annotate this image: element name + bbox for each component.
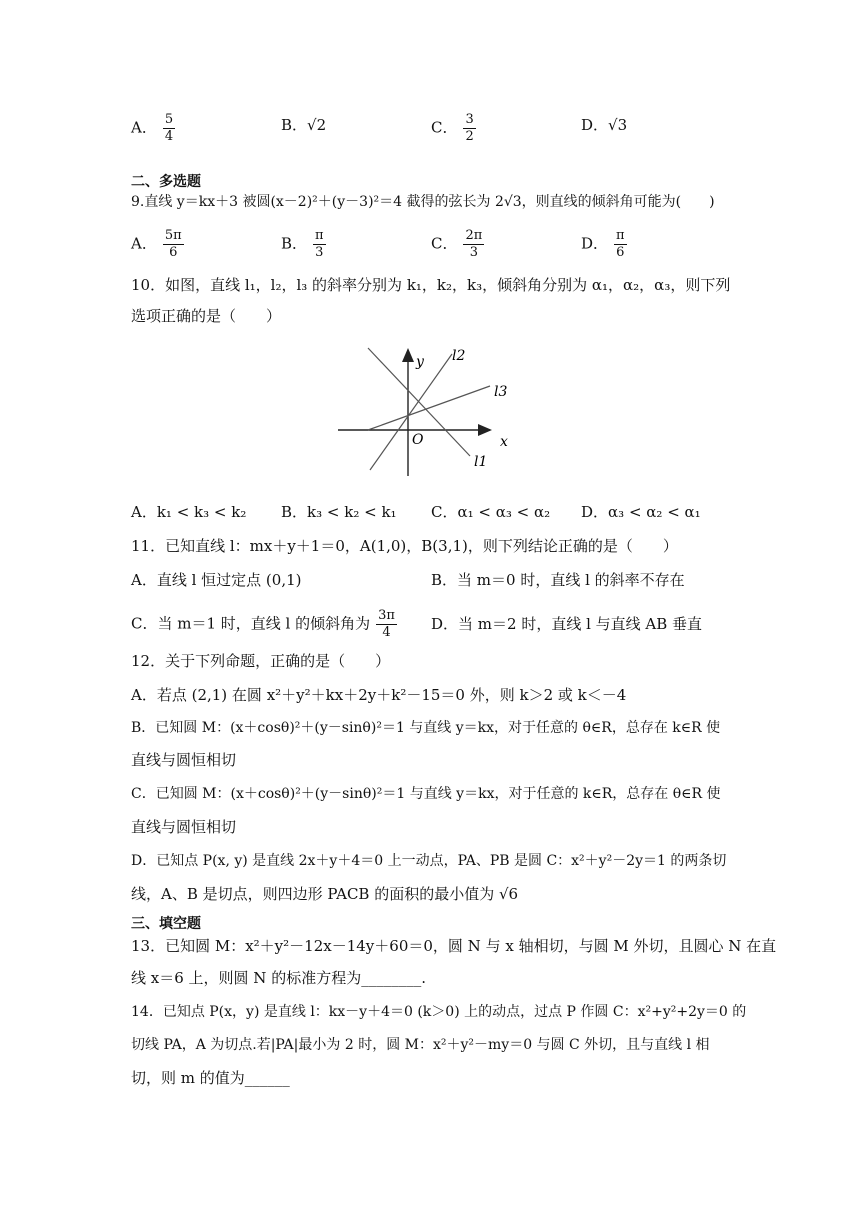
fraction [463, 228, 484, 261]
x-axis-arrow [478, 424, 492, 436]
q11-option-d: D．当 m＝2 时，直线 l 与直线 AB 垂直 [431, 615, 703, 633]
q11-stem: 11．已知直线 l：mx＋y＋1＝0，A(1,0)，B(3,1)，则下列结论正确的是（ ） [131, 537, 678, 555]
option-letter: D． [581, 116, 609, 134]
option-letter: C． [431, 503, 458, 521]
option-letter: B． [281, 234, 308, 253]
fraction-numerator: 5 [164, 112, 174, 127]
fraction [163, 228, 184, 261]
q9-option-a [131, 228, 184, 261]
option-text: k₃ < k₂ < k₁ [307, 503, 397, 521]
option-text: C．当 m＝1 时，直线 l 的倾斜角为 [131, 614, 371, 633]
q10-stem-line2: 选项正确的是（ ） [131, 307, 282, 325]
q12-stem: 12．关于下列命题，正确的是（ ） [131, 652, 391, 670]
fraction [163, 112, 175, 145]
option-letter: A． [131, 503, 157, 521]
q11-option-c [131, 608, 397, 641]
fraction-denominator: 6 [169, 245, 178, 260]
q12-option-c-line1: C．已知圆 M：(x＋cosθ)²＋(y－sinθ)²＝1 与直线 y＝kx，对于任意的 k∈R，总存在 θ∈R 使 [131, 786, 721, 802]
q9-option-c [431, 228, 484, 261]
option-text: α₃ < α₂ < α₁ [608, 503, 701, 521]
q10-option-a [131, 502, 246, 522]
q8-option-b [281, 115, 326, 135]
q9-option-b [281, 228, 326, 261]
fraction-numerator: 2π [465, 228, 483, 243]
option-letter: C． [431, 234, 458, 253]
fraction-denominator: 6 [616, 245, 625, 260]
q13-line1: 13．已知圆 M：x²＋y²－12x－14y＋60＝0，圆 N 与 x 轴相切，与圆 M 外切，且圆心 N 在直 [131, 937, 777, 955]
fraction-numerator: π [616, 228, 625, 243]
q12-option-a: A．若点 (2,1) 在圆 x²＋y²＋kx＋2y＋k²－15＝0 外，则 k＞2 或 k＜－4 [131, 686, 627, 704]
q10-option-d [581, 502, 701, 522]
q12-option-d-line2: 线，A、B 是切点，则四边形 PACB 的面积的最小值为 √6 [131, 885, 519, 903]
fraction [313, 228, 326, 261]
q8-option-c [431, 112, 476, 145]
fraction-numerator: 3 [465, 112, 474, 127]
option-text: α₁ < α₃ < α₂ [457, 503, 551, 521]
q10-option-c [431, 502, 550, 522]
origin-label: O [412, 432, 424, 448]
l3-label: l3 [494, 384, 508, 400]
fraction [614, 228, 627, 261]
line-l2 [370, 354, 452, 470]
q8-option-a [131, 112, 175, 145]
section-heading-multi-choice: 二、多选题 [131, 174, 201, 190]
fraction-denominator: 3 [315, 245, 324, 260]
fraction-denominator: 3 [469, 245, 479, 260]
fraction-denominator: 4 [382, 625, 391, 640]
option-letter: B． [281, 503, 308, 521]
fraction-numerator: 3π [378, 608, 395, 623]
option-letter: D． [581, 503, 609, 521]
q11-option-a: A．直线 l 恒过定点 (0,1) [131, 571, 302, 589]
fraction-denominator: 4 [164, 129, 174, 144]
option-text: k₁ < k₃ < k₂ [156, 503, 247, 521]
q8-option-d [581, 115, 627, 135]
q13-line2: 线 x＝6 上，则圆 N 的标准方程为________. [131, 969, 426, 987]
option-letter: D． [581, 234, 609, 253]
q14-line3: 切，则 m 的值为______ [131, 1069, 290, 1087]
y-axis-arrow [402, 348, 414, 362]
q9-option-d [581, 228, 627, 261]
q12-option-c-line2: 直线与圆恒相切 [131, 818, 237, 836]
q10-lines-figure [330, 338, 530, 478]
option-text: √2 [307, 116, 327, 134]
option-letter: C． [431, 118, 458, 137]
y-axis-label: y [416, 354, 424, 370]
option-letter: B． [281, 116, 308, 134]
option-letter: A． [131, 118, 157, 137]
line-l3 [368, 386, 490, 430]
q9-stem: 9.直线 y＝kx＋3 被圆(x－2)²＋(y－3)²＝4 截得的弦长为 2√3，则直线的倾斜角可能为( ) [131, 194, 715, 210]
section-heading-fill-blank: 三、填空题 [131, 916, 201, 932]
q11-option-b: B．当 m＝0 时，直线 l 的斜率不存在 [431, 571, 685, 589]
q12-option-b-line1: B．已知圆 M：(x＋cosθ)²＋(y－sinθ)²＝1 与直线 y＝kx，对于任意的 θ∈R，总存在 k∈R 使 [131, 720, 721, 736]
x-axis-label: x [500, 434, 508, 450]
fraction [463, 112, 475, 145]
q10-stem-line1: 10．如图，直线 l₁，l₂，l₃ 的斜率分别为 k₁，k₂，k₃，倾斜角分别为 α₁，α₂，α₃，则下列 [131, 276, 731, 294]
q10-option-b [281, 502, 397, 522]
fraction-denominator: 2 [465, 129, 474, 144]
fraction-numerator: π [315, 228, 324, 243]
q12-option-b-line2: 直线与圆恒相切 [131, 751, 237, 769]
l1-label: l1 [474, 454, 488, 470]
option-text: √3 [608, 116, 628, 134]
q14-line1: 14．已知点 P(x，y) 是直线 l：kx－y＋4＝0 (k＞0) 上的动点，过点 P 作圆 C：x²+y²+2y＝0 的 [131, 1004, 747, 1020]
fraction-numerator: 5π [164, 228, 182, 243]
q12-option-d-line1: D．已知点 P(x, y) 是直线 2x＋y＋4＝0 上一动点，PA、PB 是圆 C：x²＋y²－2y＝1 的两条切 [131, 853, 727, 869]
q14-line2: 切线 PA，A 为切点.若|PA|最小为 2 时，圆 M：x²＋y²－my＝0 与圆 C 外切，且与直线 l 相 [131, 1037, 710, 1053]
fraction [376, 608, 397, 641]
l2-label: l2 [452, 348, 466, 364]
option-letter: A． [131, 234, 157, 253]
